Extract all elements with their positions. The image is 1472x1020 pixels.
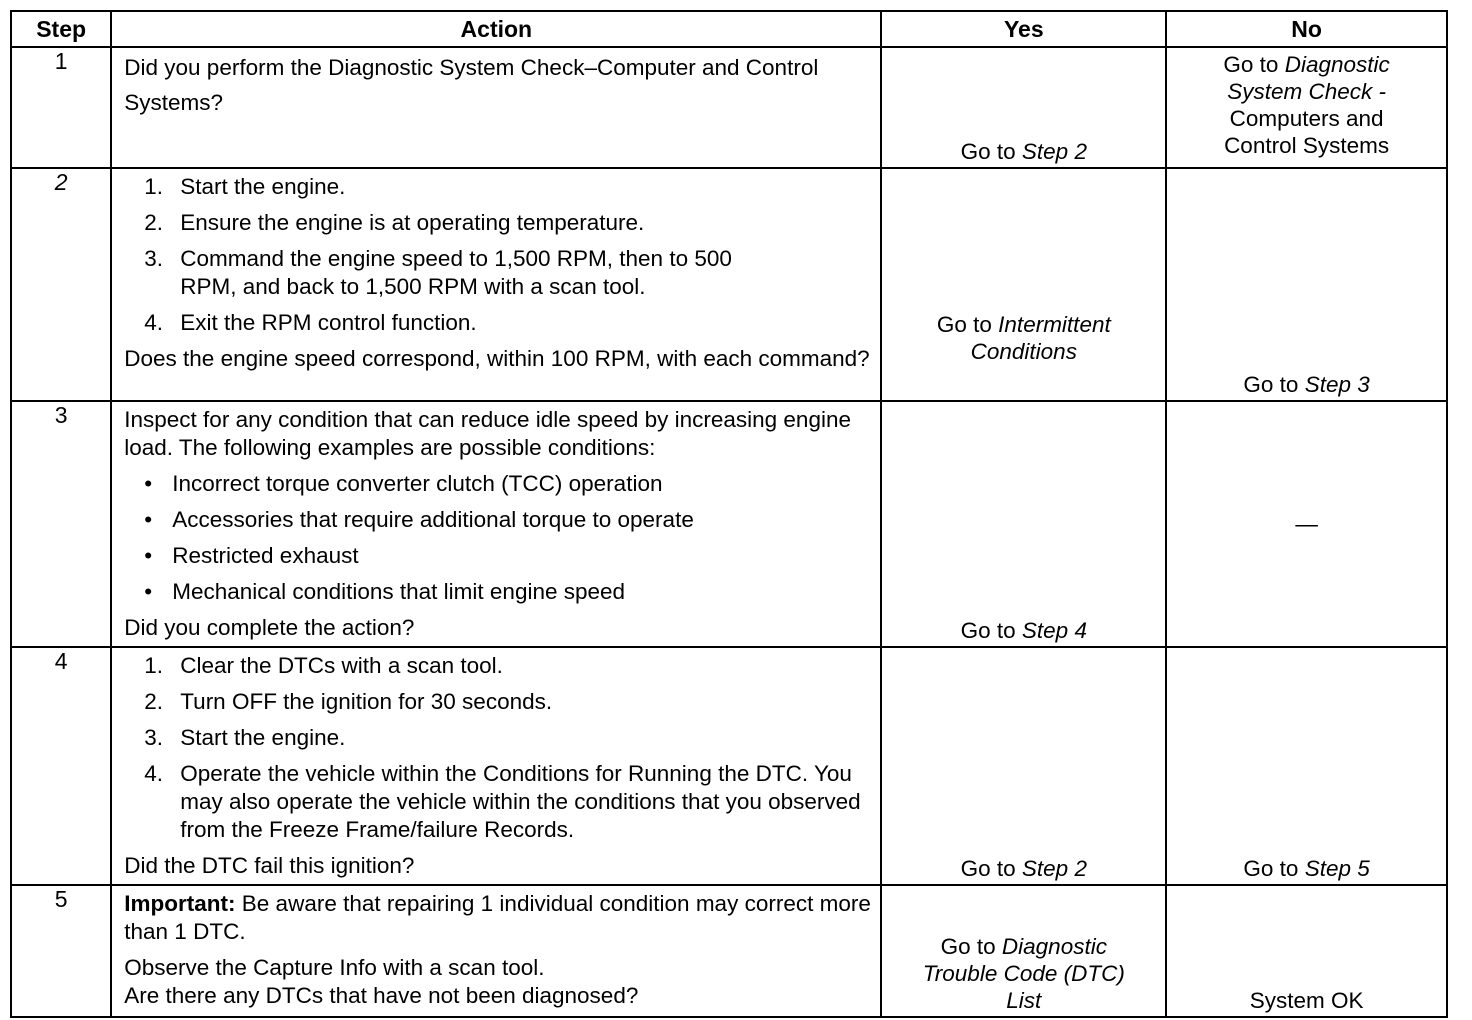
- result-link[interactable]: Step 3: [1304, 372, 1370, 397]
- no-result: [1167, 51, 1446, 159]
- action-cell: [111, 885, 881, 1017]
- table-row: [11, 168, 1447, 401]
- header-step: Step: [11, 11, 111, 47]
- list-item: 2. Ensure the engine is at operating temperature.: [144, 210, 645, 235]
- no-cell: [1166, 47, 1447, 168]
- action-cell: [111, 47, 881, 168]
- action-question: Did the DTC fail this ignition?: [124, 853, 415, 878]
- no-cell: [1166, 168, 1447, 401]
- header-action: Action: [111, 11, 881, 47]
- result-link[interactable]: Step 2: [1021, 856, 1087, 881]
- step-number: 2: [11, 168, 111, 401]
- yes-cell: [881, 647, 1166, 885]
- action-cell: [111, 401, 881, 647]
- action-question: Did you perform the Diagnostic System Check–Computer and Control Systems?: [124, 55, 819, 115]
- yes-cell: [881, 401, 1166, 647]
- list-item: 2. Turn OFF the ignition for 30 seconds.: [144, 689, 553, 714]
- result-text: Computers and: [1229, 106, 1384, 131]
- yes-cell: [881, 47, 1166, 168]
- result-prefix: Go to: [1243, 372, 1299, 397]
- action-question: Did you complete the action?: [124, 615, 415, 640]
- diagnostic-table: [10, 10, 1448, 1018]
- no-result: System OK: [1249, 988, 1364, 1013]
- result-link[interactable]: Step 5: [1304, 856, 1370, 881]
- result-prefix: Go to: [960, 856, 1016, 881]
- important-text: Be aware that repairing 1 individual condition may correct more than 1 DTC.: [124, 891, 871, 944]
- table-row: [11, 401, 1447, 647]
- result-prefix: Go to: [960, 618, 1016, 643]
- action-question: Does the engine speed correspond, within 100 RPM, with each command?: [124, 346, 870, 371]
- condition-list: [124, 470, 872, 606]
- action-cell: [111, 168, 881, 401]
- result-prefix: Go to: [960, 139, 1016, 164]
- list-item: • Restricted exhaust: [144, 543, 359, 568]
- result-prefix: Go to: [1243, 856, 1299, 881]
- header-row: [11, 11, 1447, 47]
- result-link[interactable]: Intermittent Conditions: [970, 312, 1111, 364]
- no-result: [1167, 371, 1446, 398]
- result-link[interactable]: Step 2: [1021, 139, 1087, 164]
- action-line: Observe the Capture Info with a scan tool.: [124, 955, 545, 980]
- list-item: 1. Start the engine.: [144, 174, 346, 199]
- step-number: 1: [11, 47, 111, 168]
- result-prefix: Go to: [936, 312, 992, 337]
- action-steps: [124, 173, 872, 337]
- important-label: Important:: [124, 891, 236, 916]
- step-number: 5: [11, 885, 111, 1017]
- result-link[interactable]: Diagnostic System Check -: [1227, 52, 1390, 104]
- action-question: Are there any DTCs that have not been diagnosed?: [124, 983, 639, 1008]
- result-prefix: Go to: [940, 934, 996, 959]
- table-row: [11, 647, 1447, 885]
- no-cell: [1166, 647, 1447, 885]
- step-number: 3: [11, 401, 111, 647]
- yes-result: [882, 138, 1165, 165]
- yes-result: [882, 855, 1165, 882]
- step-number: 4: [11, 647, 111, 885]
- list-item: 4. Operate the vehicle within the Conditions for Running the DTC. You may also operate the vehicle within the conditions that you observed from the Freeze Frame/failure Records.: [144, 761, 861, 842]
- result-link[interactable]: Step 4: [1021, 618, 1087, 643]
- important-note: [124, 890, 872, 946]
- list-item: • Incorrect torque converter clutch (TCC) operation: [144, 471, 663, 496]
- result-text: Control Systems: [1224, 133, 1390, 158]
- yes-result: [882, 933, 1165, 1014]
- no-result: [1167, 855, 1446, 882]
- table-row: [11, 885, 1447, 1017]
- table-row: [11, 47, 1447, 168]
- list-item: 1. Clear the DTCs with a scan tool.: [144, 653, 503, 678]
- no-cell: [1166, 401, 1447, 647]
- list-item: 3. Start the engine.: [144, 725, 346, 750]
- action-cell: [111, 647, 881, 885]
- no-result: —: [1295, 511, 1318, 537]
- yes-result: [882, 617, 1165, 644]
- result-prefix: Go to: [1223, 52, 1279, 77]
- action-intro: Inspect for any condition that can reduce idle speed by increasing engine load. The following examples are possible conditions:: [124, 407, 851, 460]
- list-item: 4. Exit the RPM control function.: [144, 310, 477, 335]
- header-no: No: [1166, 11, 1447, 47]
- no-cell: [1166, 885, 1447, 1017]
- list-item: 3. Command the engine speed to 1,500 RPM, then to 500 RPM, and back to 1,500 RPM with a scan tool.: [144, 246, 732, 299]
- action-steps: [124, 652, 872, 844]
- result-link[interactable]: Diagnostic Trouble Code (DTC) List: [922, 934, 1125, 1013]
- yes-result: [882, 311, 1165, 365]
- yes-cell: [881, 168, 1166, 401]
- yes-cell: [881, 885, 1166, 1017]
- list-item: • Mechanical conditions that limit engine speed: [144, 579, 626, 604]
- header-yes: Yes: [881, 11, 1166, 47]
- list-item: • Accessories that require additional torque to operate: [144, 507, 694, 532]
